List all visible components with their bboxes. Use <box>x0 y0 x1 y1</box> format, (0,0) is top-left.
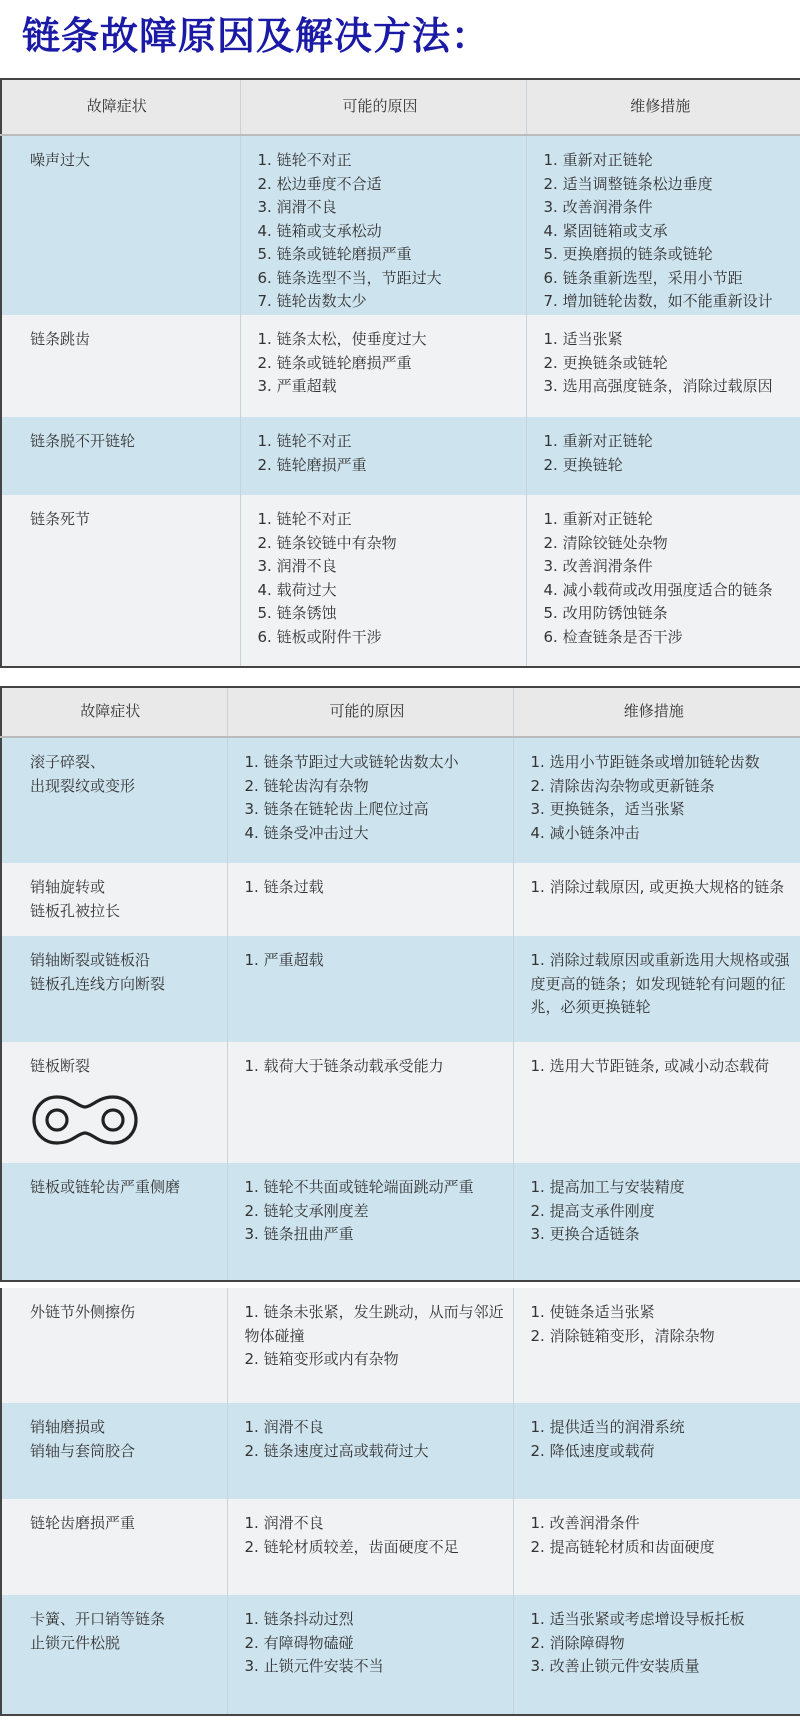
fix-item: 2. 更换链条或链轮 <box>543 353 668 372</box>
cause-item: 1. 载荷大于链条动载承受能力 <box>244 1057 444 1075</box>
table-row <box>1 495 800 667</box>
cause-item: 6. 链板或附件干涉 <box>257 627 382 646</box>
cause-item: 1. 润滑不良 <box>244 1514 324 1532</box>
symptom-text: 销轴旋转或 <box>30 878 106 896</box>
table-header-row <box>1 79 800 135</box>
cause-item: 2. 链轮材质较差，齿面硬度不足 <box>244 1537 459 1556</box>
symptom-text: 链条死节 <box>30 510 91 528</box>
cause-item: 2. 链轮支承刚度差 <box>244 1201 369 1220</box>
fault-table-3 <box>0 1288 800 1716</box>
fix-item: 3. 更换合适链条 <box>530 1225 640 1243</box>
cause-item: 1. 链轮不对正 <box>257 432 352 450</box>
fix-item: 4. 减小链条冲击 <box>530 823 640 842</box>
fix-item: 1. 重新对正链轮 <box>543 151 653 169</box>
page-title: 链条故障原因及解决方法： <box>22 14 491 58</box>
cause-item: 5. 链条锈蚀 <box>257 604 337 622</box>
table-row <box>1 1042 800 1163</box>
fix-item: 1. 提供适当的润滑系统 <box>530 1418 685 1436</box>
fix-item: 3. 改善润滑条件 <box>543 198 653 216</box>
symptom-text: 外链节外侧擦伤 <box>30 1303 136 1321</box>
cause-item: 2. 链条或链轮磨损严重 <box>257 353 412 372</box>
fix-item: 1. 消除过载原因, 或更换大规格的链条 <box>530 878 785 896</box>
cause-item: 1. 链条未张紧，发生跳动，从而与邻近物体碰撞 <box>244 1303 504 1345</box>
cause-item: 2. 链条速度过高或载荷过大 <box>244 1441 429 1460</box>
cause-item: 3. 严重超载 <box>257 377 337 395</box>
table-row <box>1 1163 800 1281</box>
symptom-text: 卡簧、开口销等链条 <box>30 1610 166 1628</box>
symptom-text: 链条跳齿 <box>30 330 91 348</box>
fix-item: 1. 重新对正链轮 <box>543 510 653 528</box>
fix-item: 2. 更换链轮 <box>543 455 623 474</box>
fix-item: 4. 紧固链箱或支承 <box>543 221 668 240</box>
cause-item: 2. 链箱变形或内有杂物 <box>244 1350 399 1368</box>
cause-item: 1. 链条抖动过烈 <box>244 1610 354 1628</box>
symptom-text: 止锁元件松脱 <box>30 1633 121 1652</box>
fix-item: 1. 改善润滑条件 <box>530 1514 640 1532</box>
cause-item: 1. 链轮不对正 <box>257 510 352 528</box>
cause-item: 1. 链条太松，使垂度过大 <box>257 330 427 348</box>
fix-item: 2. 清除铰链处杂物 <box>543 533 668 552</box>
symptom-text: 链条脱不开链轮 <box>30 432 136 450</box>
fix-item: 1. 选用小节距链条或增加链轮齿数 <box>530 753 760 771</box>
fix-item: 3. 改善止锁元件安装质量 <box>530 1657 700 1675</box>
fix-item: 2. 提高链轮材质和齿面硬度 <box>530 1537 715 1556</box>
table-row <box>1 417 800 495</box>
header-symptom: 故障症状 <box>1 79 240 135</box>
header-causes: 可能的原因 <box>227 687 513 737</box>
table-header-row <box>1 687 800 737</box>
cause-item: 1. 链轮不对正 <box>257 151 352 169</box>
fix-item: 3. 更换链条，适当张紧 <box>530 800 685 818</box>
symptom-text: 链板孔被拉长 <box>30 901 121 920</box>
fault-table-2 <box>0 686 800 1282</box>
table-row <box>1 1288 800 1403</box>
cause-item: 1. 链轮不共面或链轮端面跳动严重 <box>244 1178 474 1196</box>
cause-item: 4. 链箱或支承松动 <box>257 221 382 240</box>
cause-item: 2. 链条铰链中有杂物 <box>257 533 397 552</box>
fix-item: 4. 减小载荷或改用强度适合的链条 <box>543 580 773 599</box>
cause-item: 5. 链条或链轮磨损严重 <box>257 245 412 263</box>
fix-item: 5. 改用防锈蚀链条 <box>543 604 668 622</box>
cause-item: 3. 链条扭曲严重 <box>244 1225 354 1243</box>
cause-item: 7. 链轮齿数太少 <box>257 292 367 310</box>
cause-item: 2. 有障碍物磕碰 <box>244 1633 354 1652</box>
table-row <box>1 936 800 1042</box>
cause-item: 2. 链轮磨损严重 <box>257 455 367 474</box>
fix-item: 1. 选用大节距链条, 或减小动态载荷 <box>530 1057 770 1075</box>
fix-item: 1. 提高加工与安装精度 <box>530 1178 685 1196</box>
symptom-text: 链板断裂 <box>30 1057 91 1075</box>
table-row <box>1 863 800 936</box>
table-row <box>1 1499 800 1595</box>
fault-table-1 <box>0 78 800 668</box>
table-row <box>1 135 800 315</box>
symptom-text: 出现裂纹或变形 <box>30 776 136 795</box>
symptom-text: 链板或链轮齿严重侧磨 <box>30 1178 181 1196</box>
fix-item: 1. 消除过载原因或重新选用大规格或强度更高的链条；如发现链轮有问题的征兆，必须更换链轮 <box>530 951 790 1016</box>
cause-item: 3. 链条在链轮齿上爬位过高 <box>244 800 429 818</box>
chain-link-plate-icon <box>30 1093 219 1155</box>
table-row <box>1 315 800 417</box>
fix-item: 3. 改善润滑条件 <box>543 557 653 575</box>
cause-item: 1. 链条过载 <box>244 878 324 896</box>
symptom-text: 滚子碎裂、 <box>30 753 106 771</box>
table-row <box>1 1403 800 1499</box>
fix-item: 2. 降低速度或载荷 <box>530 1441 655 1460</box>
symptom-text: 销轴磨损或 <box>30 1418 106 1436</box>
cause-item: 4. 载荷过大 <box>257 580 337 599</box>
fix-item: 1. 适当张紧 <box>543 330 623 348</box>
fix-item: 1. 重新对正链轮 <box>543 432 653 450</box>
cause-item: 2. 松边垂度不合适 <box>257 174 382 193</box>
cause-item: 1. 链条节距过大或链轮齿数太小 <box>244 753 459 771</box>
fix-item: 7. 增加链轮齿数，如不能重新设计 <box>543 292 773 310</box>
header-fixes: 维修措施 <box>526 79 800 135</box>
fix-item: 2. 消除链箱变形，清除杂物 <box>530 1326 715 1345</box>
symptom-text: 销轴与套筒胶合 <box>30 1441 136 1460</box>
fix-item: 1. 适当张紧或考虑增设导板托板 <box>530 1610 745 1628</box>
fix-item: 1. 使链条适当张紧 <box>530 1303 655 1321</box>
symptom-text: 链轮齿磨损严重 <box>30 1514 136 1532</box>
header-fixes: 维修措施 <box>513 687 800 737</box>
table-row <box>1 737 800 863</box>
fix-item: 2. 清除齿沟杂物或更新链条 <box>530 776 715 795</box>
symptom-text: 销轴断裂或链板沿 <box>30 951 151 969</box>
cause-item: 2. 链轮齿沟有杂物 <box>244 776 369 795</box>
header-symptom: 故障症状 <box>1 687 227 737</box>
fix-item: 2. 提高支承件刚度 <box>530 1201 655 1220</box>
cause-item: 1. 润滑不良 <box>244 1418 324 1436</box>
symptom-text: 链板孔连线方向断裂 <box>30 974 166 993</box>
fix-item: 6. 检查链条是否干涉 <box>543 627 683 646</box>
cause-item: 3. 润滑不良 <box>257 557 337 575</box>
fix-item: 2. 适当调整链条松边垂度 <box>543 174 713 193</box>
cause-item: 6. 链条选型不当，节距过大 <box>257 268 442 287</box>
table-row <box>1 1595 800 1715</box>
header-causes: 可能的原因 <box>240 79 526 135</box>
fix-item: 6. 链条重新选型，采用小节距 <box>543 268 743 287</box>
symptom-text: 噪声过大 <box>30 151 91 169</box>
fix-item: 5. 更换磨损的链条或链轮 <box>543 245 713 263</box>
fix-item: 2. 消除障碍物 <box>530 1633 625 1652</box>
cause-item: 3. 润滑不良 <box>257 198 337 216</box>
cause-item: 4. 链条受冲击过大 <box>244 823 369 842</box>
cause-item: 1. 严重超载 <box>244 951 324 969</box>
cause-item: 3. 止锁元件安装不当 <box>244 1657 384 1675</box>
fix-item: 3. 选用高强度链条，消除过载原因 <box>543 377 773 395</box>
